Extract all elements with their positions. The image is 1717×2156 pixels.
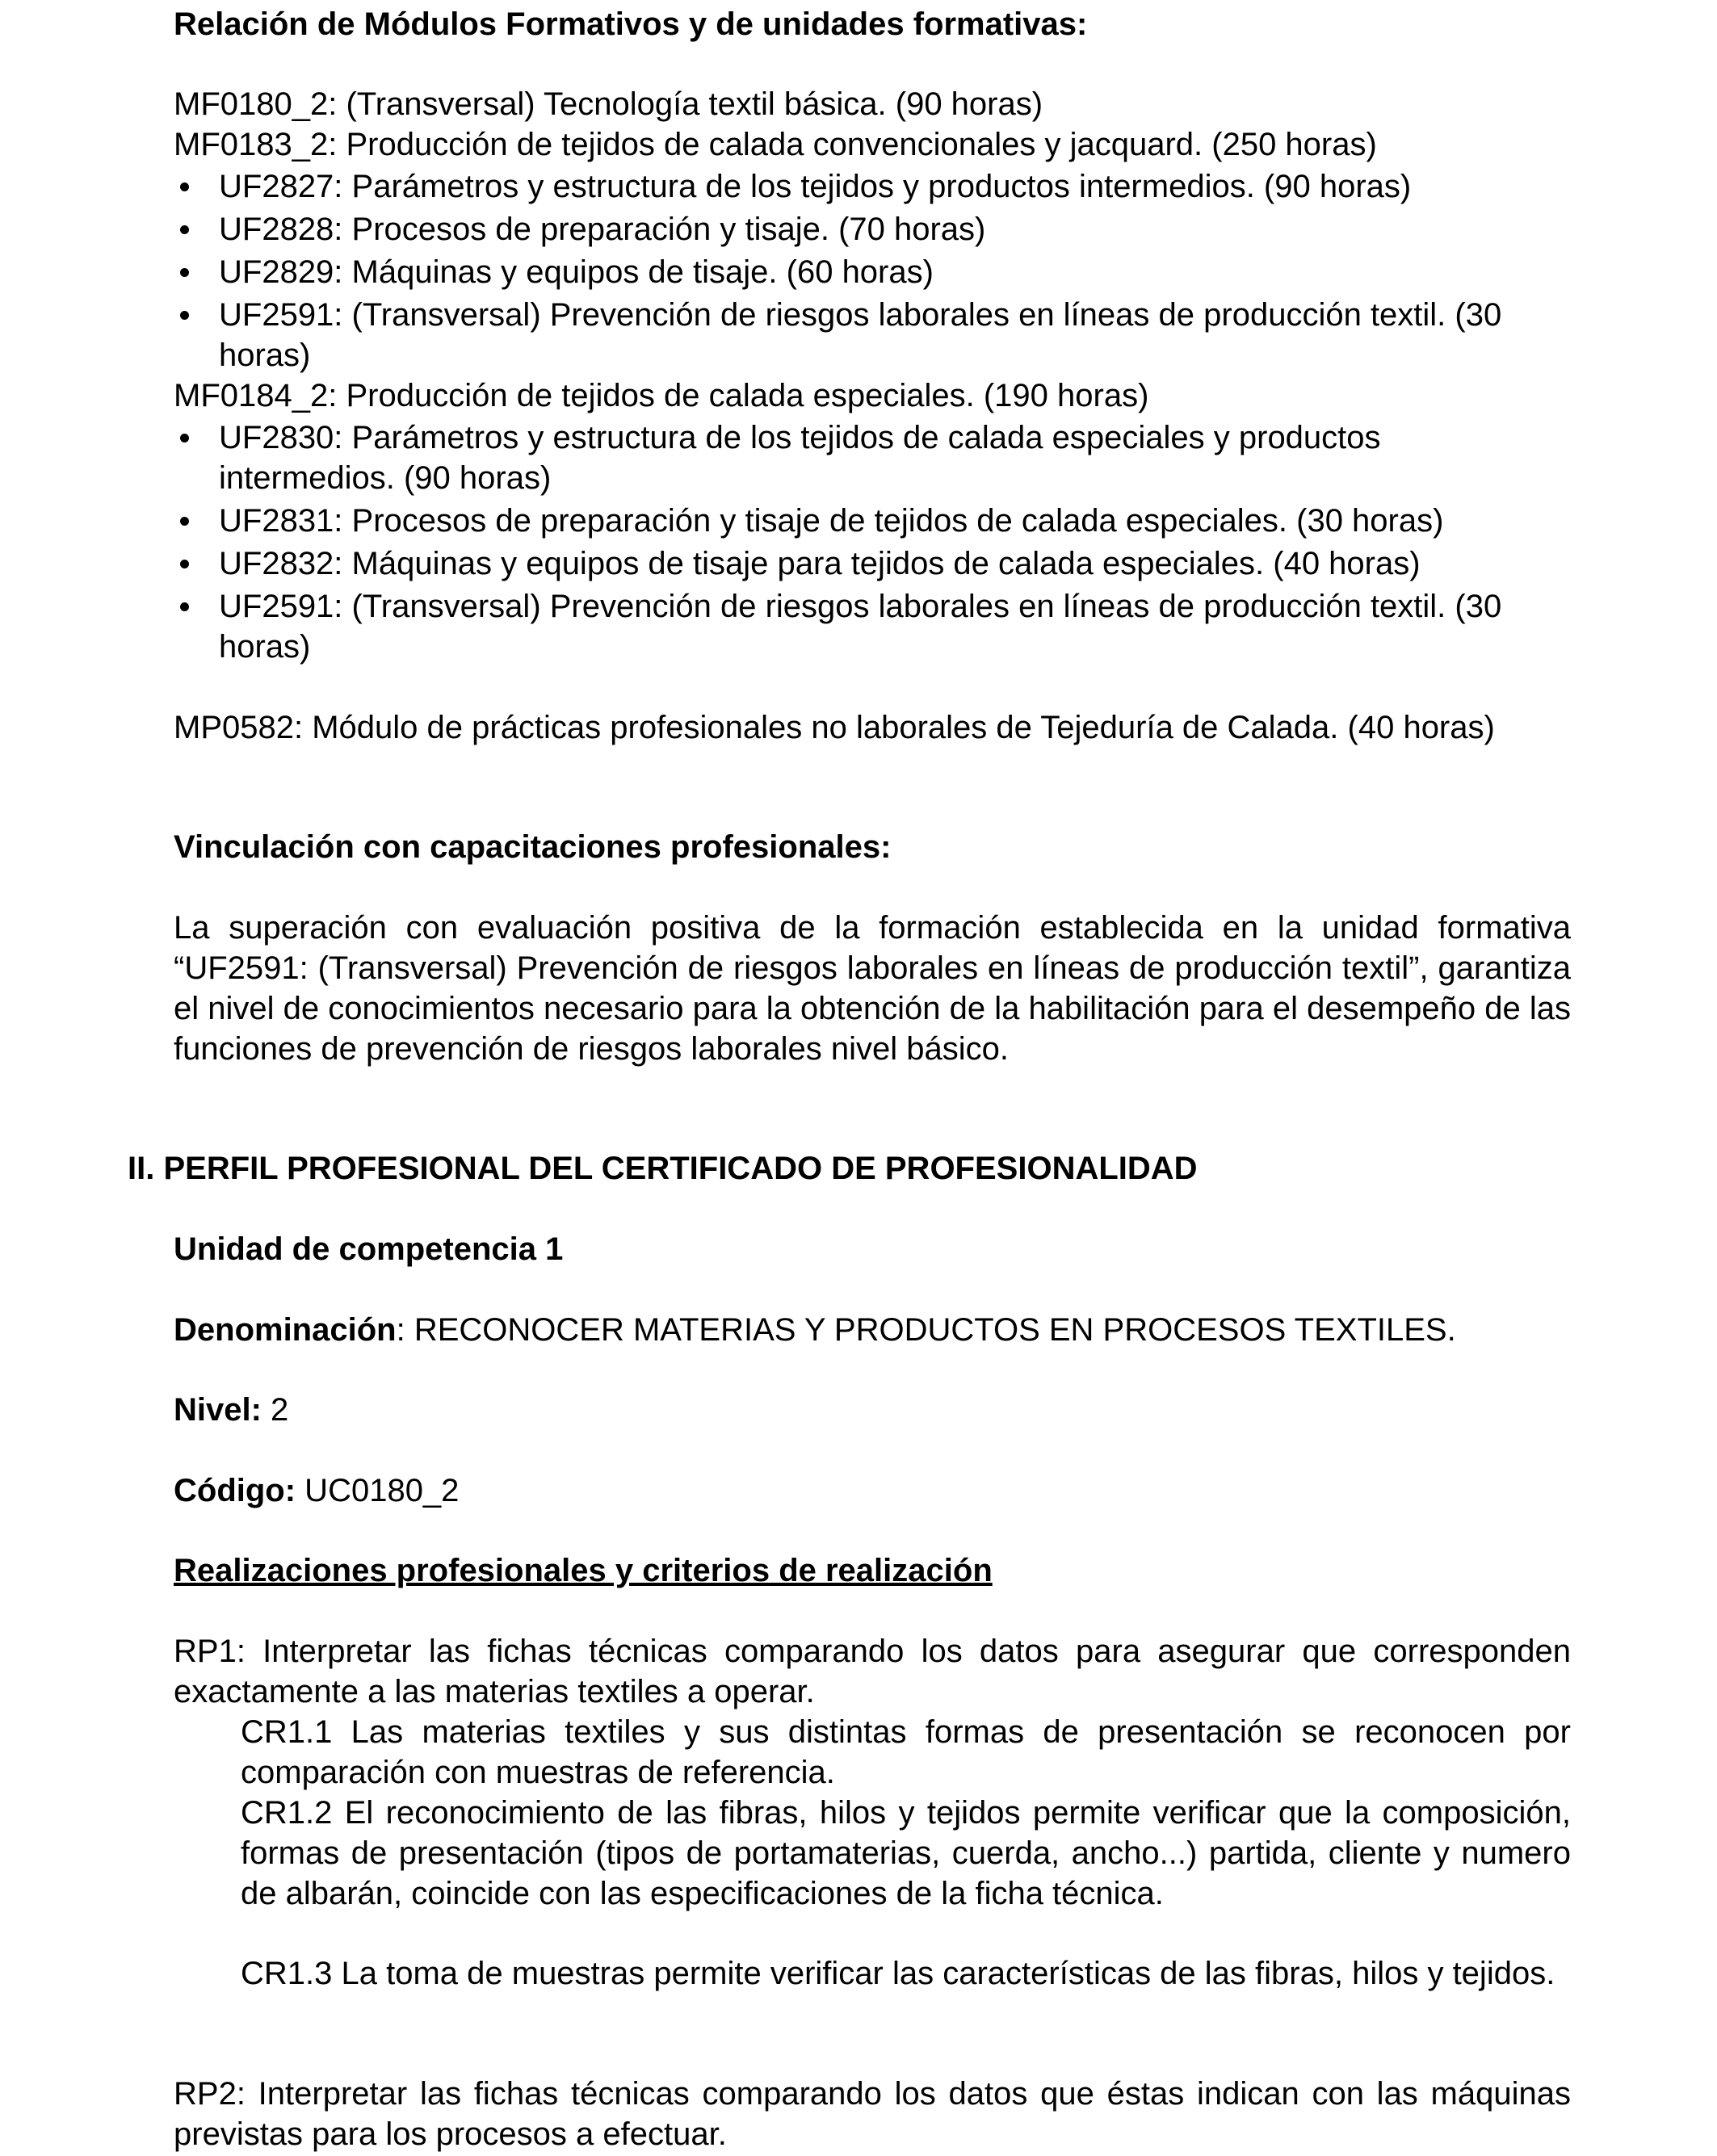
section-heading-perfil: II. PERFIL PROFESIONAL DEL CERTIFICADO DE PROFESIONALIDAD xyxy=(128,1151,1198,1186)
rp1-text: RP1: Interpretar las fichas técnicas comparando los datos para asegurar que corresponden exactamente a las materias textiles a operar. xyxy=(174,1634,1571,1709)
module-mf0184: MF0184_2: Producción de tejidos de calada especiales. (190 horas) xyxy=(174,378,1149,413)
realizaciones-heading: Realizaciones profesionales y criterios de realización xyxy=(174,1553,993,1588)
list-item: UF2829: Máquinas y equipos de tisaje. (60 horas) xyxy=(174,252,1547,292)
nivel-label: Nivel: xyxy=(174,1392,262,1428)
list-item: UF2827: Parámetros y estructura de los tejidos y productos intermedios. (90 horas) xyxy=(174,166,1547,207)
list-item: UF2831: Procesos de preparación y tisaje de tejidos de calada especiales. (30 horas) xyxy=(174,501,1547,541)
unidad-competencia-heading: Unidad de competencia 1 xyxy=(174,1231,564,1267)
vinculacion-text: La superación con evaluación positiva de la formación establecida en la unidad formativa “UF2591: (Transversal) Prevención de riesgos laborales en líneas de producción textil”, garantiza el nivel de conocimientos necesario para la obtención de la habilitación para el desempeño de las funciones de prevención de riesgos laborales nivel básico. xyxy=(174,910,1571,1067)
mf0183-unit-list xyxy=(174,166,1547,375)
module-mf0180: MF0180_2: (Transversal) Tecnología textil básica. (90 horas) xyxy=(174,86,1043,122)
denominacion-line xyxy=(174,1310,1571,1350)
mf0184-unit-list xyxy=(174,417,1547,667)
codigo-label: Código: xyxy=(174,1473,296,1508)
criterion-cr1-2: CR1.2 El reconocimiento de las fibras, hilos y tejidos permite verificar que la composición, formas de presentación (tipos de portamaterias, cuerda, ancho...) partida, cliente y numero de albarán, coincide con las especificaciones de la ficha técnica. xyxy=(241,1795,1571,1911)
vinculacion-heading: Vinculación con capacitaciones profesionales: xyxy=(174,829,892,865)
list-item: UF2832: Máquinas y equipos de tisaje para tejidos de calada especiales. (40 horas) xyxy=(174,543,1547,584)
relacion-heading: Relación de Módulos Formativos y de unidades formativas: xyxy=(174,6,1088,42)
denominacion-value: : RECONOCER MATERIAS Y PRODUCTOS EN PROCESOS TEXTILES. xyxy=(396,1312,1456,1348)
codigo-value: UC0180_2 xyxy=(296,1473,460,1508)
criterion-cr1-1: CR1.1 Las materias textiles y sus distintas formas de presentación se reconocen por comparación con muestras de referencia. xyxy=(241,1714,1571,1790)
codigo-line xyxy=(174,1470,1571,1511)
criterion-cr1-3: CR1.3 La toma de muestras permite verificar las características de las fibras, hilos y tejidos. xyxy=(241,1956,1555,1991)
rp2-text: RP2: Interpretar las fichas técnicas comparando los datos que éstas indican con las máquinas previstas para los procesos a efectuar. xyxy=(174,2076,1571,2152)
list-item: UF2828: Procesos de preparación y tisaje. (70 horas) xyxy=(174,209,1547,250)
list-item: UF2591: (Transversal) Prevención de riesgos laborales en líneas de producción textil. (30 horas) xyxy=(174,586,1547,667)
nivel-line xyxy=(174,1390,1571,1430)
nivel-value: 2 xyxy=(261,1392,289,1428)
list-item: UF2591: (Transversal) Prevención de riesgos laborales en líneas de producción textil. (30 horas) xyxy=(174,295,1547,375)
module-mf0183: MF0183_2: Producción de tejidos de calada convencionales y jacquard. (250 horas) xyxy=(174,127,1377,162)
denominacion-label: Denominación xyxy=(174,1312,397,1348)
list-item: UF2830: Parámetros y estructura de los tejidos de calada especiales y productos intermedios. (90 horas) xyxy=(174,417,1547,498)
module-mp0582: MP0582: Módulo de prácticas profesionales no laborales de Tejeduría de Calada. (40 horas) xyxy=(174,710,1495,745)
